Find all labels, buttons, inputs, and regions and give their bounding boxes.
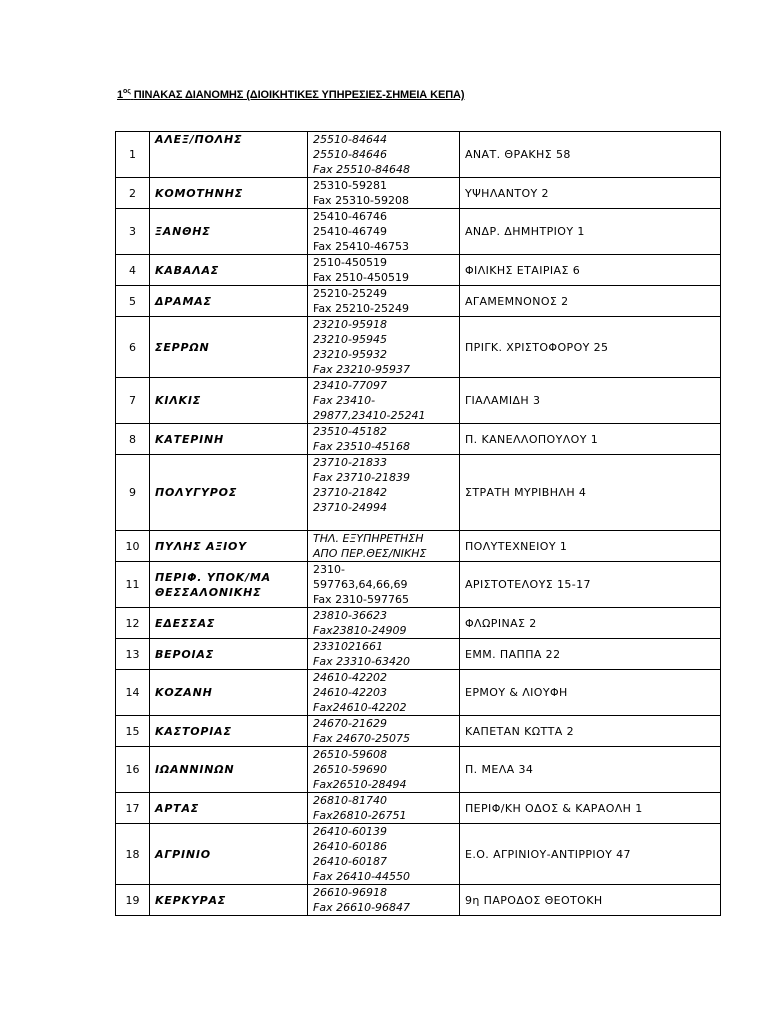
row-number: 13 (116, 639, 150, 670)
phone-line: 23710-21833 (313, 456, 387, 469)
table-row (116, 562, 721, 608)
area-name: ΙΩΑΝΝΙΝΩΝ (150, 747, 308, 793)
area-name: ΠΕΡΙΦ. ΥΠΟΚ/ΜΑ ΘΕΣΣΑΛΟΝΙΚΗΣ (150, 562, 308, 608)
phone-line: 23810-36623 (313, 609, 387, 622)
title-text: ΠΙΝΑΚΑΣ ΔΙΑΝΟΜΗΣ (ΔΙΟΙΚΗΤΙΚΕΣ ΥΠΗΡΕΣΙΕΣ-ΣΗΜΕΙΑ ΚΕΠΑ) (133, 89, 465, 101)
address: ΕΡΜΟΥ & ΛΙΟΥΦΗ (460, 670, 721, 716)
row-number: 3 (116, 209, 150, 255)
table-row (116, 608, 721, 639)
table-row (116, 531, 721, 562)
phone-line: Fax26510-28494 (313, 778, 407, 791)
phone-line: 23210-95932 (313, 348, 387, 361)
phone-numbers (308, 455, 460, 531)
address: 9η ΠΑΡΟΔΟΣ ΘΕΟΤΟΚΗ (460, 885, 721, 916)
row-number: 2 (116, 178, 150, 209)
phone-line: Fax 23310-63420 (313, 655, 411, 668)
phone-line: 26410-60139 (313, 825, 387, 838)
phone-numbers (308, 639, 460, 670)
address: ΑΝΑΤ. ΘΡΑΚΗΣ 58 (460, 132, 721, 178)
phone-line: 2510-450519 (313, 256, 387, 269)
phone-numbers (308, 885, 460, 916)
phone-line: Fax 25210-25249 (313, 302, 410, 315)
address: ΑΓΑΜΕΜΝΟΝΟΣ 2 (460, 286, 721, 317)
table-row (116, 885, 721, 916)
area-name: ΠΥΛΗΣ ΑΞΙΟΥ (150, 531, 308, 562)
distribution-table (115, 131, 721, 916)
phone-line: 2310- (313, 563, 345, 576)
address: Π. ΚΑΝΕΛΛΟΠΟΥΛΟΥ 1 (460, 424, 721, 455)
phone-line: 25210-25249 (313, 287, 387, 300)
address: ΠΡΙΓΚ. ΧΡΙΣΤΟΦΟΡΟΥ 25 (460, 317, 721, 378)
address: ΦΛΩΡΙΝΑΣ 2 (460, 608, 721, 639)
area-name: ΚΟΖΑΝΗ (150, 670, 308, 716)
page-title (117, 88, 464, 101)
phone-line: 23210-95945 (313, 333, 387, 346)
area-name: ΔΡΑΜΑΣ (150, 286, 308, 317)
table-row (116, 716, 721, 747)
address: ΥΨΗΛΑΝΤΟΥ 2 (460, 178, 721, 209)
phone-line: Fax 2310-597765 (313, 593, 410, 606)
phone-line: 25410-46746 (313, 210, 387, 223)
phone-line: 23710-21842 (313, 486, 387, 499)
phone-line: 25510-84646 (313, 148, 387, 161)
phone-line: 26510-59608 (313, 748, 387, 761)
phone-line: Fax 26410-44550 (313, 870, 411, 883)
address: ΑΡΙΣΤΟΤΕΛΟΥΣ 15-17 (460, 562, 721, 608)
row-number: 11 (116, 562, 150, 608)
address: ΠΕΡΙΦ/ΚΗ ΟΔΟΣ & ΚΑΡΑΟΛΗ 1 (460, 793, 721, 824)
phone-line: 25510-84644 (313, 133, 387, 146)
row-number: 5 (116, 286, 150, 317)
table-row (116, 639, 721, 670)
phone-line: Fax24610-42202 (313, 701, 407, 714)
phone-numbers (308, 132, 460, 178)
phone-line: 24670-21629 (313, 717, 387, 730)
phone-line: 23210-95918 (313, 318, 387, 331)
phone-numbers (308, 608, 460, 639)
phone-line: 23510-45182 (313, 425, 387, 438)
phone-line: Fax 25310-59208 (313, 194, 410, 207)
table-row (116, 209, 721, 255)
row-number: 15 (116, 716, 150, 747)
table-row (116, 255, 721, 286)
phone-line: 29877,23410-25241 (313, 409, 426, 422)
area-name: ΚΑΣΤΟΡΙΑΣ (150, 716, 308, 747)
row-number: 16 (116, 747, 150, 793)
phone-numbers (308, 531, 460, 562)
area-name: ΑΓΡΙΝΙΟ (150, 824, 308, 885)
address: ΕΜΜ. ΠΑΠΠΑ 22 (460, 639, 721, 670)
address: ΚΑΠΕΤΑΝ ΚΩΤΤΑ 2 (460, 716, 721, 747)
row-number: 4 (116, 255, 150, 286)
phone-numbers (308, 286, 460, 317)
area-name: ΚΑΤΕΡΙΝΗ (150, 424, 308, 455)
area-name: ΑΡΤΑΣ (150, 793, 308, 824)
table-row (116, 747, 721, 793)
phone-numbers (308, 824, 460, 885)
area-name: ΠΟΛΥΓΥΡΟΣ (150, 455, 308, 531)
phone-numbers (308, 793, 460, 824)
row-number: 6 (116, 317, 150, 378)
row-number: 18 (116, 824, 150, 885)
phone-line: 597763,64,66,69 (313, 578, 408, 591)
phone-line: Fax 26610-96847 (313, 901, 411, 914)
address: Π. ΜΕΛΑ 34 (460, 747, 721, 793)
phone-numbers (308, 670, 460, 716)
title-number: 1 (117, 89, 124, 101)
phone-line: Fax 23710-21839 (313, 471, 411, 484)
address: Ε.Ο. ΑΓΡΙΝΙΟΥ-ΑΝΤΙΡΡΙΟΥ 47 (460, 824, 721, 885)
table-row (116, 286, 721, 317)
phone-line: ΤΗΛ. ΕΞΥΠΗΡΕΤΗΣΗ (313, 532, 424, 545)
area-name: ΚΕΡΚΥΡΑΣ (150, 885, 308, 916)
table-row (116, 378, 721, 424)
phone-numbers (308, 255, 460, 286)
area-name: ΑΛΕΞ/ΠΟΛΗΣ (150, 132, 308, 178)
phone-line: Fax 2510-450519 (313, 271, 410, 284)
row-number: 12 (116, 608, 150, 639)
phone-line: 25410-46749 (313, 225, 387, 238)
address: ΓΙΑΛΑΜΙΔΗ 3 (460, 378, 721, 424)
address: ΣΤΡΑΤΗ ΜΥΡΙΒΗΛΗ 4 (460, 455, 721, 531)
address: ΑΝΔΡ. ΔΗΜΗΤΡΙΟΥ 1 (460, 209, 721, 255)
phone-numbers (308, 209, 460, 255)
area-name: ΚΙΛΚΙΣ (150, 378, 308, 424)
phone-numbers (308, 562, 460, 608)
phone-line: Fax 25510-84648 (313, 163, 411, 176)
area-name: ΒΕΡΟΙΑΣ (150, 639, 308, 670)
row-number: 1 (116, 132, 150, 178)
phone-line: 24610-42203 (313, 686, 387, 699)
row-number: 14 (116, 670, 150, 716)
phone-line: 25310-59281 (313, 179, 387, 192)
row-number: 9 (116, 455, 150, 531)
phone-line: 23710-24994 (313, 501, 387, 514)
area-name: ΞΑΝΘΗΣ (150, 209, 308, 255)
phone-line: 2331021661 (313, 640, 383, 653)
phone-line: 26410-60187 (313, 855, 387, 868)
phone-line: 26810-81740 (313, 794, 387, 807)
row-number: 10 (116, 531, 150, 562)
phone-line: Fax 24670-25075 (313, 732, 411, 745)
area-name: ΣΕΡΡΩΝ (150, 317, 308, 378)
table-row (116, 132, 721, 178)
address: ΦΙΛΙΚΗΣ ΕΤΑΙΡΙΑΣ 6 (460, 255, 721, 286)
phone-line: Fax 23210-95937 (313, 363, 411, 376)
phone-numbers (308, 378, 460, 424)
row-number: 17 (116, 793, 150, 824)
table-row (116, 178, 721, 209)
phone-numbers (308, 716, 460, 747)
area-name: ΚΟΜΟΤΗΝΗΣ (150, 178, 308, 209)
area-name: ΕΔΕΣΣΑΣ (150, 608, 308, 639)
phone-line: Fax 25410-46753 (313, 240, 410, 253)
phone-numbers (308, 178, 460, 209)
table-row (116, 824, 721, 885)
phone-line: Fax23810-24909 (313, 624, 407, 637)
phone-line: 24610-42202 (313, 671, 387, 684)
title-superscript: ος (123, 88, 131, 95)
distribution-table-body (116, 132, 721, 916)
phone-line: Fax 23410- (313, 394, 376, 407)
row-number: 8 (116, 424, 150, 455)
area-name: ΚΑΒΑΛΑΣ (150, 255, 308, 286)
phone-line: ΑΠΟ ΠΕΡ.ΘΕΣ/ΝΙΚΗΣ (313, 547, 427, 560)
phone-line: 26410-60186 (313, 840, 387, 853)
table-row (116, 424, 721, 455)
phone-line: Fax 23510-45168 (313, 440, 411, 453)
phone-line: 23410-77097 (313, 379, 387, 392)
phone-line: 26610-96918 (313, 886, 387, 899)
table-row (116, 670, 721, 716)
row-number: 19 (116, 885, 150, 916)
phone-numbers (308, 317, 460, 378)
table-row (116, 317, 721, 378)
phone-line: Fax26810-26751 (313, 809, 407, 822)
phone-numbers (308, 747, 460, 793)
phone-numbers (308, 424, 460, 455)
row-number: 7 (116, 378, 150, 424)
table-row (116, 793, 721, 824)
address: ΠΟΛΥΤΕΧΝΕΙΟΥ 1 (460, 531, 721, 562)
table-row (116, 455, 721, 531)
phone-line: 26510-59690 (313, 763, 387, 776)
